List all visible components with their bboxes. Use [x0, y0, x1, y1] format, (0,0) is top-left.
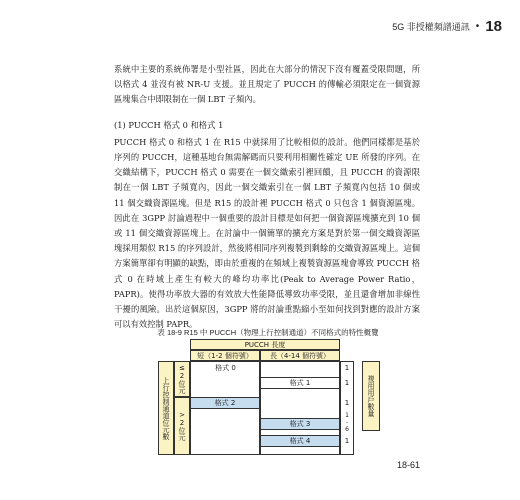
- ue-count-format1: 1: [344, 379, 350, 387]
- table-caption: 表 18-9 R15 中 PUCCH（物理上行控制通道）不同格式的特性概覽: [157, 328, 379, 337]
- row-label-gt2: >2位元: [174, 397, 190, 455]
- paragraph-2: PUCCH 格式 0 和格式 1 在 R15 中就採用了比較相似的設計。他們同樣都是基於序列的 PUCCH，這種基地台無需解碼而只要利用相關性確定 UE 所發的序列。在交織結構下，PUCCH 格式 0 需要在一個交織索引裡回饋，且 PUCCH 的資源限制在一個 LBT 子頻寬內，因此一個交織索引在一個 LBT 子頻寬內包括 10 個或 11 個交織資源區塊。但是 R15 的設計裡 PUCCH 格式 0 只包含 1 個資源區塊。因此在 3GPP 討論過程中一個重要的設計目標是如何把一個資源區塊擴充到 10 個或 11 個交織資源區塊上。在討論中一個簡單的擴充方案是對於第一個交織資源區塊採用類似 R15 的序列設計，然後將相同序列複製到剩餘的交織資源區塊上。這個方案簡單卻有明顯的缺點，即由於重複的在頻域上複製資源區塊會導致 PUCCH 格式 0 在時域上產生有較大的峰均功率比(Peak to Average Power Ratio，PAPR)。使得功率放大器的有效放大性能降低導致功率受限，並且還會增加非線性干擾的風險。出於這個原因，3GPP 將的討論重點縮小至如何找到對應的設計方案可以有效控制 PAPR。: [114, 136, 420, 330]
- right-axis-label: 複用用戶數量: [362, 361, 380, 431]
- format-1: 格式 1: [260, 377, 340, 389]
- running-title: 5G 非授權頻譜通訊: [392, 21, 470, 32]
- ue-count-format2: 1: [344, 399, 350, 407]
- format-3: 格式 3: [260, 418, 340, 430]
- header-pucch-length: PUCCH 長度: [190, 339, 340, 350]
- header-short: 短（1-2 個符號）: [190, 350, 260, 361]
- left-axis-label: 上行控制通道位元數: [158, 361, 174, 455]
- pucch-format-table: [158, 339, 380, 455]
- section-heading: (1) PUCCH 格式 0 和格式 1: [114, 119, 224, 130]
- page-number: 18-61: [396, 460, 420, 470]
- ue-count-format4: 1: [344, 437, 350, 445]
- format-0: 格式 0: [215, 364, 236, 372]
- paragraph-1: 系統中主要的系統佈署是小型社區，因此在大部分的情況下沒有覆蓋受限問題，所以格式 4 並沒有被 NR-U 支援。並且規定了 PUCCH 的傳輸必須限定在一個資源區塊集合中即限制在一個 LBT 子頻內。: [114, 64, 420, 105]
- format-4: 格式 4: [260, 435, 340, 447]
- ue-count-format3: 1-6: [343, 411, 351, 433]
- format-2: 格式 2: [190, 397, 260, 409]
- ue-count-format0: 1: [344, 364, 350, 372]
- header-long: 長（4-14 個符號）: [260, 350, 340, 361]
- body-text: [114, 62, 420, 342]
- row-label-le2: ≤2位元: [174, 361, 190, 397]
- chapter-number: 18: [485, 17, 502, 35]
- header-bullet: •: [475, 20, 480, 32]
- running-header: [392, 18, 502, 34]
